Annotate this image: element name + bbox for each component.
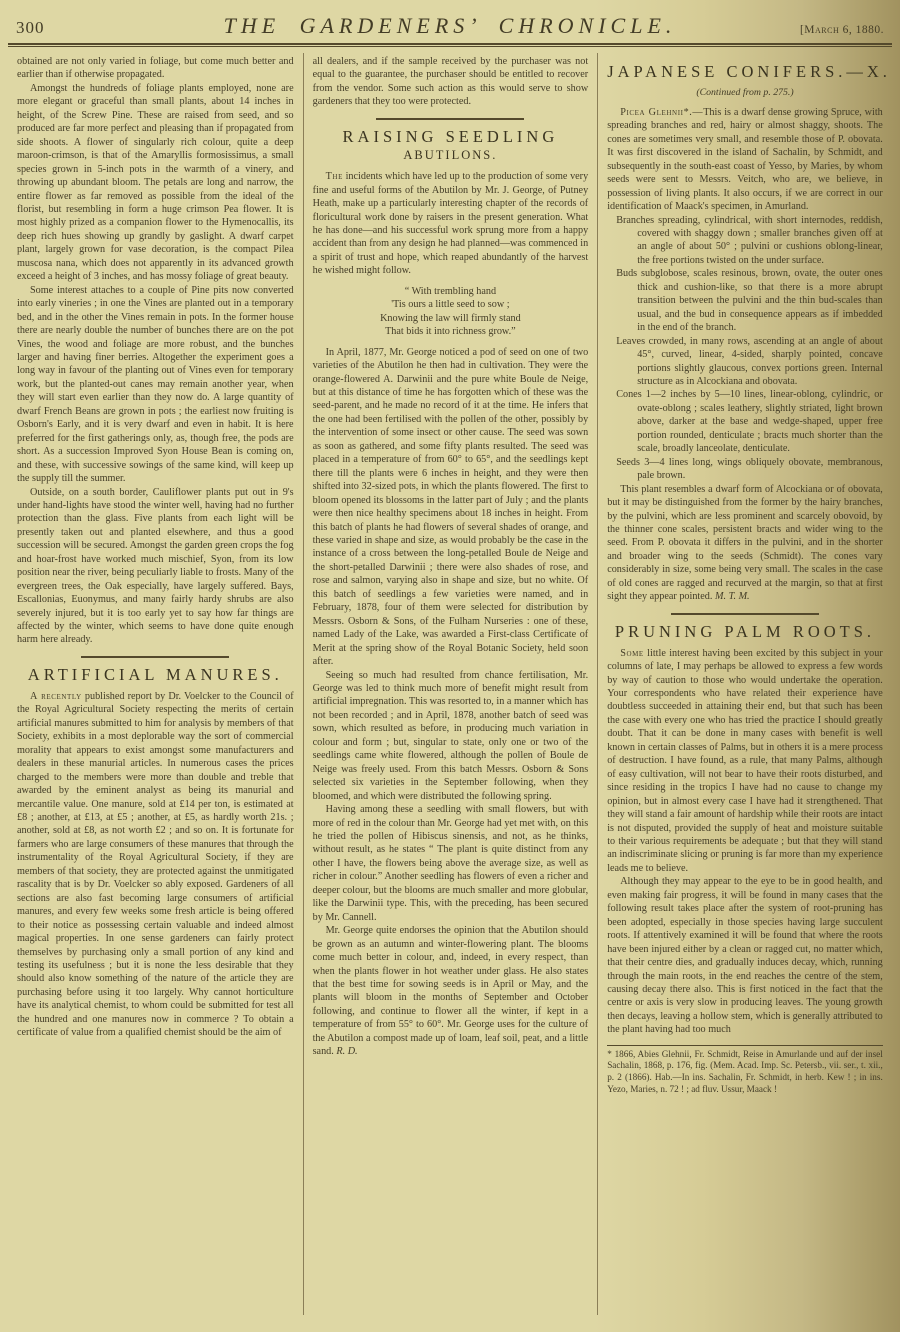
article-heading-line: RAISING SEEDLING	[342, 127, 559, 147]
verse-line: Knowing the law will firmly stand	[380, 312, 521, 324]
footnote: * 1866, Abies Glehnii, Fr. Schmidt, Reise in Amurlande und auf der insel Sachalin, 1868, p. 176, fig. (Mem. Acad. Imp. Sc. Petersb., vii. ser., t. xii., p. 2 (1866). Hab.—In ins. Sachalin, Fr. Schmidt, in herb. Kew ! ; in ins. Yezo, Maries, n. 72 ! ; ad fluv. Ussur, Maack !	[607, 1045, 883, 1095]
masthead	[0, 0, 900, 39]
column-3	[597, 53, 892, 1315]
masthead-title: THE GARDENERS’ CHRONICLE.	[223, 13, 677, 38]
paragraph: A recently published report by Dr. Voelcker to the Council of the Royal Agricultural Society respecting the merits of certain artificial manures submitted to him for analysis by members of that Society, exhibits in a most deplorable way the sort of commercial morality that appears to exist amongst some manufacturers and dealers in these manurial articles. In numerous cases the prices charged to the members were more than double and treble that awarded by the eminent analyst as being its manurial and mercantile value. One manure, sold at £14 per ton, is estimated at £8 ; another, at £13, at £5 ; another, at £5, as hardly worth 21s. ; another, sold at £8, as not worth £2 ; and so on. It is fortunate for farmers who are large consumers of these manures that through the instrumentality of the Royal Agricultural Society, if they are members of that society, they are protected against the unmitigated rascality that is by Dr. Voelcker so ably exposed. Gardeners of all sections are also fast becoming large consumers of artificial manures, and every few weeks some fresh article is being offered to their notice as possessing certain valuable and indeed almost magical properties. In one sense gardeners can fairly protect themselves by purchasing only a small portion of any kind and testing its usefulness ; but it is none the less desirable that they should also know something of the nature of the article they are purchasing before using it too largely. Why cannot horticulture have its analytical chemist, to whom could be submitted for test all the hundred and one manures now in commerce ? To obtain a certificate of value from a qualified chemist should be the aim of	[17, 690, 294, 1039]
paragraph-lead: Some	[620, 647, 644, 659]
author-signature: M. T. M.	[714, 591, 750, 603]
article-divider	[671, 613, 819, 616]
article-heading	[313, 127, 589, 162]
paragraph: Picea Glehnii*.—This is a dwarf dense growing Spruce, with spreading branches and red, hairy or almost shaggy, shoots. The cones are sometimes very small, and resemble those of P. obovata. It was first discovered in the island of Sachalin, by Schmidt, and subsequently in the south-east coast of Yesso, by Maries, by whom seeds were sent to Messrs. Veitch, who are, we believe, in possession of living plants. It also occurs, if we are correct in our identification of Maack's specimen, in Amurland.	[607, 106, 883, 213]
paragraph: Outside, on a south border, Cauliflower plants put out in 9's under hand-lights have stood the winter well, having had no further protection than the glass. Five plants from each light will be presently taken out and planted elsewhere, and thus a good succession will be secured. Amongst the garden green crops the fog and hoar-frost have worked much mischief, Syon, from its low position near the river, being peculiarly liable to frosts. Many of the evergreen trees, the Oak especially, have largely suffered. Bays, Escallonias, Euonymus, and many fairly hardy shrubs are also severely injured, but it is too early yet to say how far things are affected by the winter, which seems to have done quite enough harm here already.	[17, 486, 294, 646]
column-2	[303, 53, 598, 1315]
article-heading-line: ARTIFICIAL MANURES.	[27, 665, 283, 685]
verse-line: 'Tis ours a little seed to sow ;	[391, 299, 510, 311]
article-subheading: (Continued from p. 275.)	[696, 87, 794, 99]
paragraph: Mr. George quite endorses the opinion that the Abutilon should be grown as an autumn and winter-flowering plant. The blooms come much better in colour, and, indeed, in every respect, than when the plants flower in hot weather under glass. He also states that the best time for sowing seeds is in April or May, and the plants will bloom in the months of September and October following, and continue to flower all the winter, if kept in a temperature of from 55° to 60°. Mr. George uses for the culture of the Abutilon a compost made up of loam, leaf soil, peat, and a little sand. R. D.	[312, 925, 589, 1058]
author-signature: R. D.	[336, 1046, 358, 1058]
paragraph: Having among these a seedling with small flowers, but with more of red in the colour than Mr. George had yet met with, on this he tried the pollen of Hibiscus sinensis, and not, as he thinks, without result, as he states “ The plant is quite distinct from any other I have, the flowers being above the average size, as well as richer in colour.” Another seedling has flowers of even a richer and deeper colour, but the blooms are much smaller and more globular, like the Darwinii type. This, with the preceding, has been secured by Mr. Cannell.	[312, 804, 589, 923]
article-heading-line: JAPANESE CONIFERS.—X.	[607, 62, 891, 81]
paragraph: Some interest attaches to a couple of Pine pits now converted into early vineries ; in one the Vines are planted out in a temporary bed, and in the other the Vines remain in pots. In the former house there are nearly double the number of bunches there are on the pot Vines, the wood and foliage are more robust, and the bunches larger and having finer berries. Altogether the experiment goes a long way in favour of the planting out of Vines even for temporary work, but the planted-out canes may remain another year, when they will start even earlier than they now do. A large quantity of dwarf French Beans are grown in pots ; the earliest now fruiting is Osborn's Early, and it is very dwarf and even in habit. It is here preferred for the first gatherings only, as, though free, the pods are short. As a succession Improved Syon House Bean is coming on, and these, with successive sowings of the same kind, will keep up the supply till the summer.	[17, 284, 294, 485]
article-heading	[607, 622, 883, 642]
paragraph: Seeing so much had resulted from chance fertilisation, Mr. George was led to think much more of benefit might result from artificial impregnation. This was resorted to, in a manner which has not been recorded ; and in April, 1878, another batch of seed was sown, which resulted as before, in producing much variation in colour and form ; but, singular to state, only one or two of the seedlings came white flowered, although the pollen of Boule de Neige was freely used. From this batch Messrs. Osborn & Sons selected six varieties in the September following, when they bloomed, and which were distributed the following spring.	[312, 669, 589, 802]
description-item: Buds subglobose, scales resinous, brown, ovate, the outer ones thick and cushion-like, so that there is a more abrupt transition between the pulvini and the thin bud-scales than usual, and the bud in consequence appears as if imbedded in the end of the branch.	[616, 268, 883, 334]
paragraph: all dealers, and if the sample received by the purchaser was not equal to the guarantee, the purchaser should be entitled to recover from the vendor. Some such action as this would serve to show gardeners that they too were protected.	[312, 56, 589, 108]
description-item: Leaves crowded, in many rows, ascending at an angle of about 45°, curved, linear, 4-sided, sharply pointed, concave portions slightly glaucous, convex portions green. Internal structure as in Alcockiana and obovata.	[616, 335, 883, 387]
description-item: Cones 1—2 inches by 5—10 lines, linear-oblong, cylindric, or ovate-oblong ; scales leathery, slightly striated, light brown above, darker at the base and wedge-shaped, upper free portion rounded, denticulate ; bracts much shorter than the scale, broadly lanceolate, denticulate.	[616, 389, 883, 455]
article-heading-line: ABUTILONS.	[403, 147, 498, 162]
article-divider	[376, 118, 524, 121]
verse-line: That bids it into richness grow.”	[385, 326, 516, 338]
article-heading	[17, 665, 294, 685]
paragraph: The incidents which have led up to the production of some very fine and useful forms of the Abutilon by Mr. J. George, of Putney Heath, make up a particularly interesting chapter of the records of floricultural work done by raisers in the present generation. What he has done—and his successful work sprung more from a happy accident than from any design he had planned—was commenced in a spirit of trust and hope, which reaped abundantly of the harvest he wished might follow.	[312, 171, 589, 277]
verse-line: “ With trembling hand	[404, 285, 497, 297]
verse-quote	[313, 285, 589, 339]
paragraph: Some little interest having been excited by this subject in your columns of late, I may perhaps be allowed to express a few words by way of caution to those who would undertake the operation. Your correspondents who have related their experience have doubtless succeeded in attaining their end, but that such has been the case with every one who has tried the practice I should greatly doubt. That it can be done in many cases with benefit is well known in certain classes of Palms, but in others it is a mere process of destruction. I have found, as a rule, that many Palms, although of easy cultivation, will not bear to have their roots disturbed, and since residing in the tropics I have had no cause to change my opinion, but in almost every case I have had it strengthened. That they will stand a fair amount of hardship while their roots are intact is not disputed, provided the supply of heat and moisture suitable to their various requirements be adequate ; but that they will stand an indiscriminate slicing or pruning is far more than my experience leads me to believe.	[607, 647, 883, 874]
column-1	[8, 53, 303, 1315]
description-item: Branches spreading, cylindrical, with short internodes, reddish, covered with shaggy down ; smaller branches given off at an angle of about 50° ; pulvini or cushions oblong-linear, the free portions twisted on the under surface.	[616, 214, 883, 266]
paragraph-lead: A recently	[30, 690, 82, 702]
paragraph: obtained are not only varied in foliage, but come much better and earlier than if otherwise propagated.	[17, 56, 294, 81]
paragraph: This plant resembles a dwarf form of Alcockiana or of obovata, but it may be distinguished from the former by the hairy branches, by the pulvini, which are less prominent and scarcely obovoid, by the thinner cone scales, persistent bracts and wider wing to the seed. From P. obovata it differs in the pulvini, and in the shorter and broader wing to the seeds (Schmidt). The cones vary considerably in size, some being very small. The scales in the case of old cones are ragged and recurved at the margin, so that at first sight they appear pointed. M. T. M.	[607, 483, 883, 603]
paragraph-lead: Picea Glehnii*.—	[620, 106, 704, 118]
description-item: Seeds 3—4 lines long, wings obliquely obovate, membranous, pale brown.	[616, 456, 883, 482]
article-divider	[81, 656, 229, 659]
page-columns	[0, 47, 900, 1315]
paragraph: Although they may appear to the eye to be in good health, and even making fair progress, it will be found in many cases that the following result takes place after the system of root-pruning has been adopted, especially in those species having large succulent roots. If attentively examined it will be found that where the roots have been injured either by a clean or ragged cut, no matter which, that their centre dies, and gradually induces decay, which, running through the main roots, in the end reaches the centre of the stem, causing decay there also. This is first noticed in the fact that the centre or axis is very slow in producing leaves. The young growth then decays, leaving a hollow stem, which is generally attributed to the plant having had too much	[607, 876, 883, 1036]
paragraph-lead: The	[325, 171, 343, 183]
paragraph: In April, 1877, Mr. George noticed a pod of seed on one of two varieties of the Abutilon he then had in cultivation. They were the orange-flowered A. Darwinii and the pure white Boule de Neige, but at this distance of time he has forgotten which of these was the seed-parent, and he made no record of it at the time. He infers that the one had been fertilised with the pollen of the other, possibly by the intervention of some insect or other cause. The seed was sown as soon as gathered, and some fifty plants resulted. The seed was placed in a temperature of from 60° to 65°, and the seedlings kept there till the plants were 6 inches in height, and they were then shifted into 32-sized pots, in which the plants flowered. The first to bloom opened its blossoms in the latter part of July ; and the plants were then nice healthy specimens about 18 inches in height. From this batch of plants he had flowers of several shades of orange, and these varied in shape and size, as would probably be the case in the instance of a cross between the long-petalled Boule de Neige and the short-petalled Darwinii ; there were also shades of rose, and rose and salmon, varying also in shape and size, but no white. Of this batch of seedlings a few varieties were named, and in February, 1878, four of them were selected for distribution by Messrs. Osborn & Sons, of the Fulham Nurseries : one of these, named Lady of the Lake, was awarded a First-class Certificate of Merit at the spring show of the Royal Botanic Society, held soon after.	[312, 346, 589, 668]
paragraph: Amongst the hundreds of foliage plants employed, none are more elegant or graceful than small plants, about 14 inches in height, of the Screw Pine. These are raised from seed, and so produced are far more perfect and pleasing than if propagated from side shoots. A flower of singularly rich colour, quite a deep maroon-crimson, is that of the Amaryllis formosissimus, a small species grown in 5-inch pots in the warmth of a vinery, and throwing up abundant bloom. The petals are long and narrow, the entire flower as far removed as possible from the ideal of the florist, but resembling in form a huge crimson Pea flower. It is most highly prized as a companion flower to the Hymenocallis, its deep rich hues showing up grandly by gaslight. A dwarf carpet plant, largely grown for vase decoration, is the compact Pilea muscosa nana, which does not apparently in its advanced growth exceed a height of 3 inches, and has mossy foliage of great beauty.	[17, 82, 294, 283]
page-number: 300	[16, 18, 45, 37]
article-heading	[607, 62, 891, 81]
article-heading-line: PRUNING PALM ROOTS.	[614, 622, 876, 642]
masthead-date: [March 6, 1880.	[799, 24, 884, 36]
